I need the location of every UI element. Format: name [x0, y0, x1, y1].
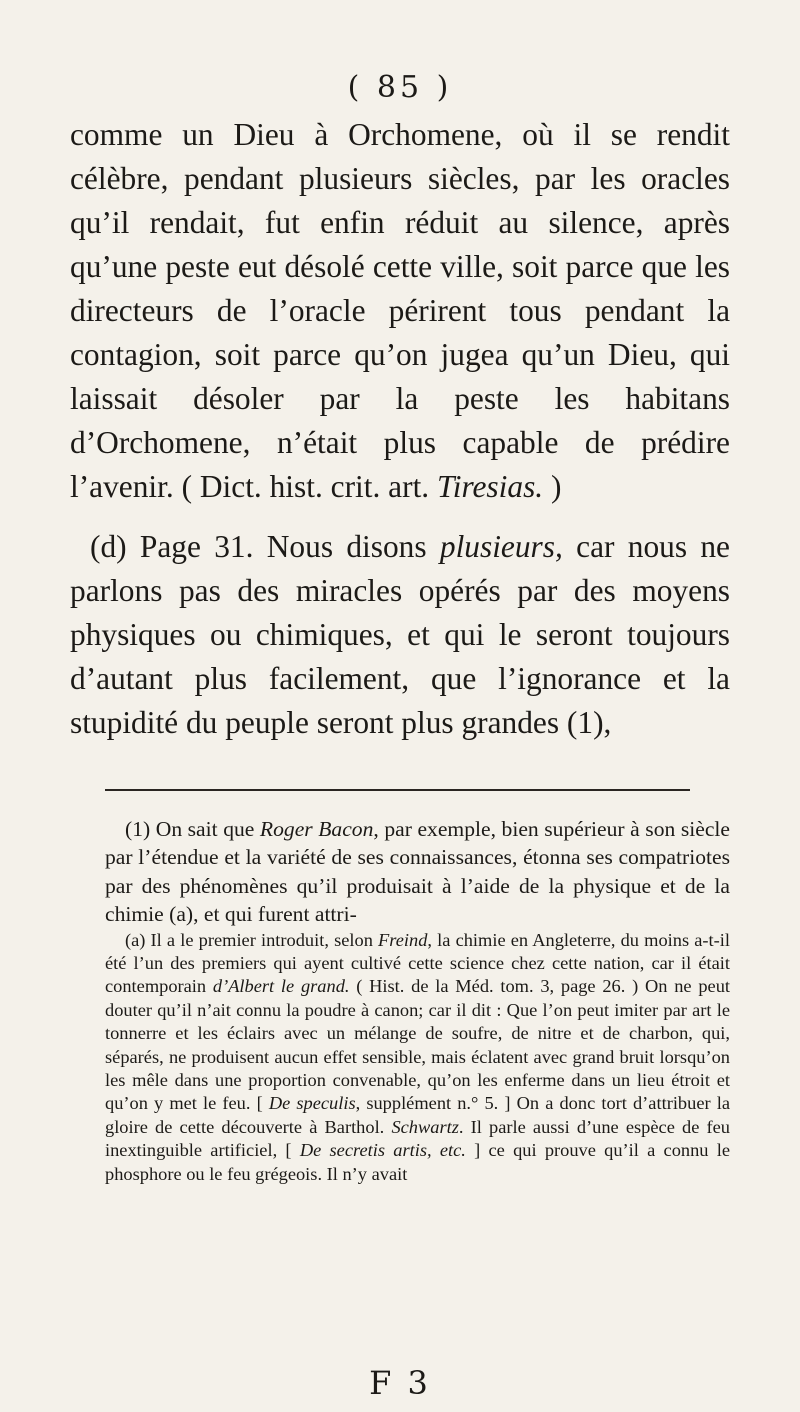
footnote-a-italic: Freind — [378, 929, 428, 950]
main-text — [70, 113, 730, 745]
paragraph-2-italic: plusieurs, — [439, 529, 563, 564]
footnote-a-italic: De secretis artis, etc. — [299, 1140, 466, 1161]
footnote-1-start: (1) On sait que — [125, 817, 260, 841]
paragraph-2-start: (d) Page 31. Nous disons — [90, 529, 440, 564]
footnote-1-rest: , par exemple, bien supérieur à son siècle par l’étendue et la variété de ses connaissances, étonna ses compatriotes par des phénomènes qu’il produisait à l’aide de la physique et de la chimie (a), et qui furent attri- — [105, 817, 730, 927]
footnote-a-italic: d’Albert le grand. — [212, 976, 350, 997]
footnote-a-italic: Schwartz — [391, 1116, 459, 1137]
footnote-a-part: (a) Il a le premier introduit, selon — [125, 929, 379, 950]
footnote-a-part: ( Hist. de la Méd. tom. 3, page 26. ) On ne peut douter qu’il n’ait connu la poudre à canon; car il dit : Que l’on peut imiter par art le tonnerre et les éclairs avec un mélange de soufre, de nitre et de charbon, qui, séparés, ne produisent aucun effet sensible, mais éclatent avec grand bruit lorsqu’on les mêle dans une proportion convenable, qu’on les enferme dans un lieu étroit et qu’on y met le feu. [ — [105, 976, 730, 1114]
footnote-a — [105, 929, 730, 1186]
footnote-1-text — [105, 815, 730, 929]
footnote-a-part: , supplément n.° 5. ] On a donc tort d’attribuer la gloire de cette découverte à Barthol. — [105, 1093, 730, 1137]
footnote-a-italic: De speculis — [268, 1093, 356, 1114]
signature-mark: F 3 — [369, 1364, 431, 1402]
footnote-1-italic: Roger Bacon — [259, 817, 374, 841]
paragraph-1-end: ) — [543, 469, 562, 504]
footnote-a-part: . Il parle aussi d’une espèce de feu inextinguible artificiel, [ — [105, 1116, 730, 1161]
paragraph-1-italic: Tiresias. — [437, 469, 544, 504]
footnote-a-part: , la chimie en Angleterre, du moins a-t-il été l’un des premiers qui ayent cultivé cette science chez cette nation, car il était contemporain — [105, 929, 730, 997]
footnote-a-part: ] ce qui prouve qu’il a connu le phosphore ou le feu grégeois. Il n’y avait — [105, 1140, 731, 1184]
footnote-rule — [105, 789, 690, 791]
footnote-a-text — [105, 929, 730, 1186]
paragraph-1 — [70, 113, 730, 509]
paragraph-2-rest: car nous ne parlons pas des miracles opérés par des moyens physiques ou chimiques, et qui le seront toujours d’autant plus facilement, que l’ignorance et la stupidité du peuple seront plus grandes (1), — [70, 529, 730, 740]
paragraph-2 — [70, 525, 730, 745]
page-number: ( 85 ) — [347, 70, 453, 105]
footnote-1 — [105, 815, 730, 929]
paragraph-1-text: comme un Dieu à Orchomene, où il se rendit célèbre, pendant plusieurs siècles, par les oracles qu’il rendait, fut enfin réduit au silence, après qu’une peste eut désolé cette ville, soit parce que les directeurs de l’oracle périrent tous pendant la contagion, soit parce qu’on jugea qu’un Dieu, qui laissait désoler par la peste les habitans d’Orchomene, n’était plus capable de prédire l’avenir. ( Dict. hist. crit. art. — [70, 117, 730, 504]
